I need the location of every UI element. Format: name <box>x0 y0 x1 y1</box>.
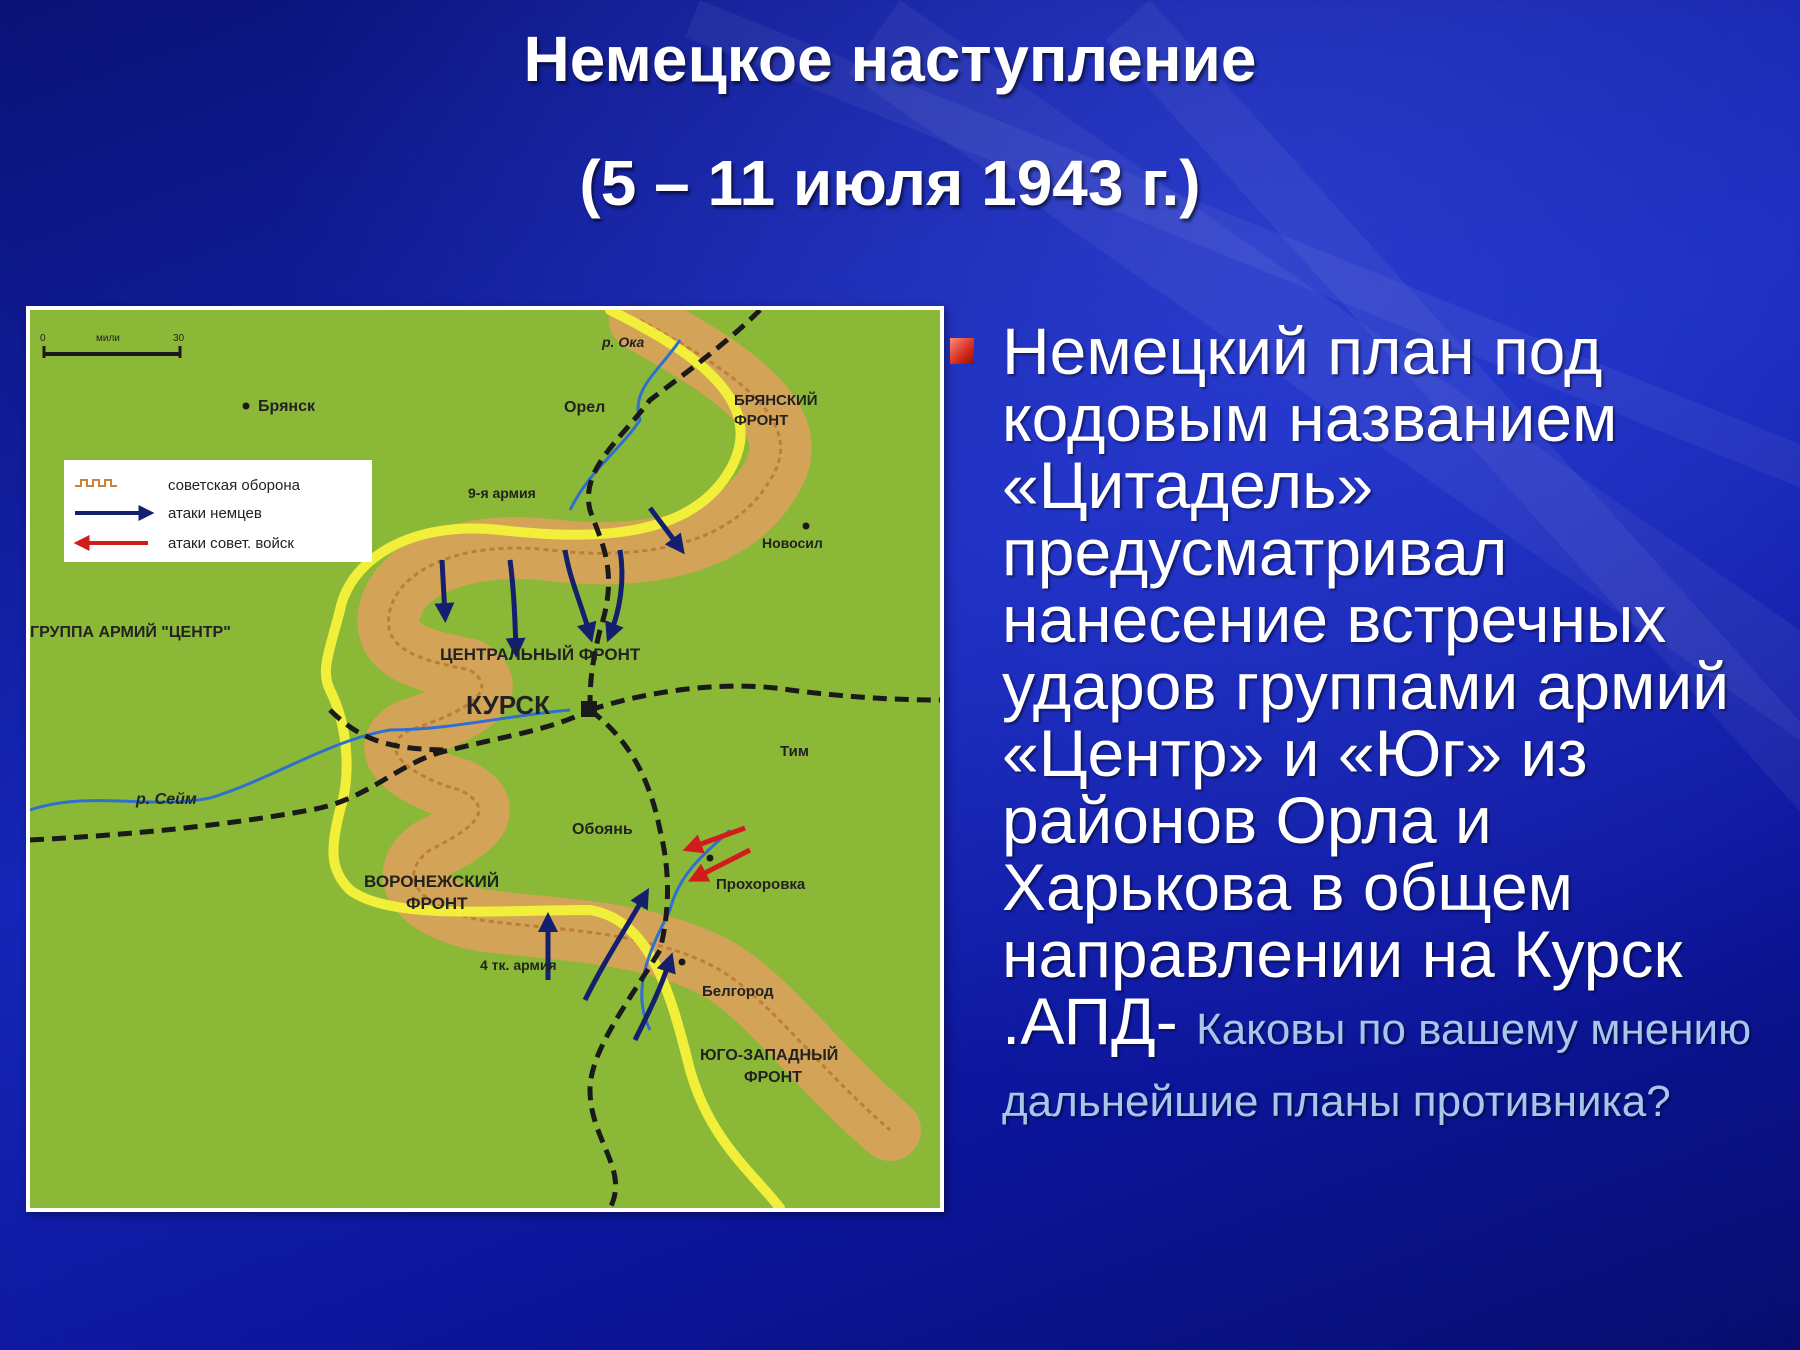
label-voronezh-front-1: ВОРОНЕЖСКИЙ <box>364 872 500 891</box>
scale-unit: мили <box>96 333 120 344</box>
body-main-text: Немецкий план под кодовым названием «Цитадель» предусматривал нанесение встречных ударов группами армий «Центр» и «Юг» из районов Орла и Харькова в общем направлении на Курск .АПД- <box>1002 314 1730 1058</box>
bullet-marker <box>950 338 974 364</box>
label-river-oka: р. Ока <box>602 334 645 350</box>
label-orel: Орел <box>564 399 606 416</box>
scale-start: 0 <box>40 333 46 344</box>
label-bryansk-front-1: БРЯНСКИЙ <box>734 392 818 409</box>
prokhorovka-marker <box>707 855 714 862</box>
label-bryansk-front-2: ФРОНТ <box>734 412 789 429</box>
label-river-seym: р. Сейм <box>136 791 197 808</box>
map-canvas <box>30 310 940 1208</box>
kursk-marker <box>581 701 597 717</box>
german-attack-arrow <box>442 560 445 615</box>
legend-soviet-label: атаки совет. войск <box>168 535 294 552</box>
body-question-text: Каковы по вашему мнению дальнейшие планы противника? <box>1002 1005 1752 1126</box>
map-legend <box>64 460 372 562</box>
label-sw-front-1: ЮГО-ЗАПАДНЫЙ <box>700 1047 839 1064</box>
label-tim: Тим <box>780 743 809 760</box>
label-central-front: ЦЕНТРАЛЬНЫЙ ФРОНТ <box>440 645 641 664</box>
body-paragraph <box>1002 314 1762 1132</box>
label-kursk: КУРСК <box>466 690 551 720</box>
kursk-battle-map <box>26 306 944 1212</box>
label-novosil: Новосил <box>762 535 823 551</box>
label-9th-army: 9-я армия <box>468 485 536 501</box>
label-belgorod: Белгород <box>702 983 774 1000</box>
label-oboyan: Обоянь <box>572 821 633 838</box>
label-4th-tank-army: 4 тк. армия <box>480 957 557 973</box>
label-prokhorovka: Прохоровка <box>716 876 806 893</box>
label-bryansk: Брянск <box>258 398 315 415</box>
bryansk-marker <box>243 403 250 410</box>
label-sw-front-2: ФРОНТ <box>744 1069 802 1086</box>
slide-subtitle-dates: (5 – 11 июля 1943 г.) <box>579 147 1201 219</box>
label-army-group-center: ГРУППА АРМИЙ "ЦЕНТР" <box>30 624 231 641</box>
label-voronezh-front-2: ФРОНТ <box>406 894 468 913</box>
legend-defense-label: советская оборона <box>168 477 300 494</box>
slide-title: Немецкое наступление <box>523 23 1257 95</box>
belgorod-marker <box>679 959 686 966</box>
novosil-marker <box>803 523 810 530</box>
legend-german-label: атаки немцев <box>168 505 262 522</box>
scale-end: 30 <box>173 333 185 344</box>
